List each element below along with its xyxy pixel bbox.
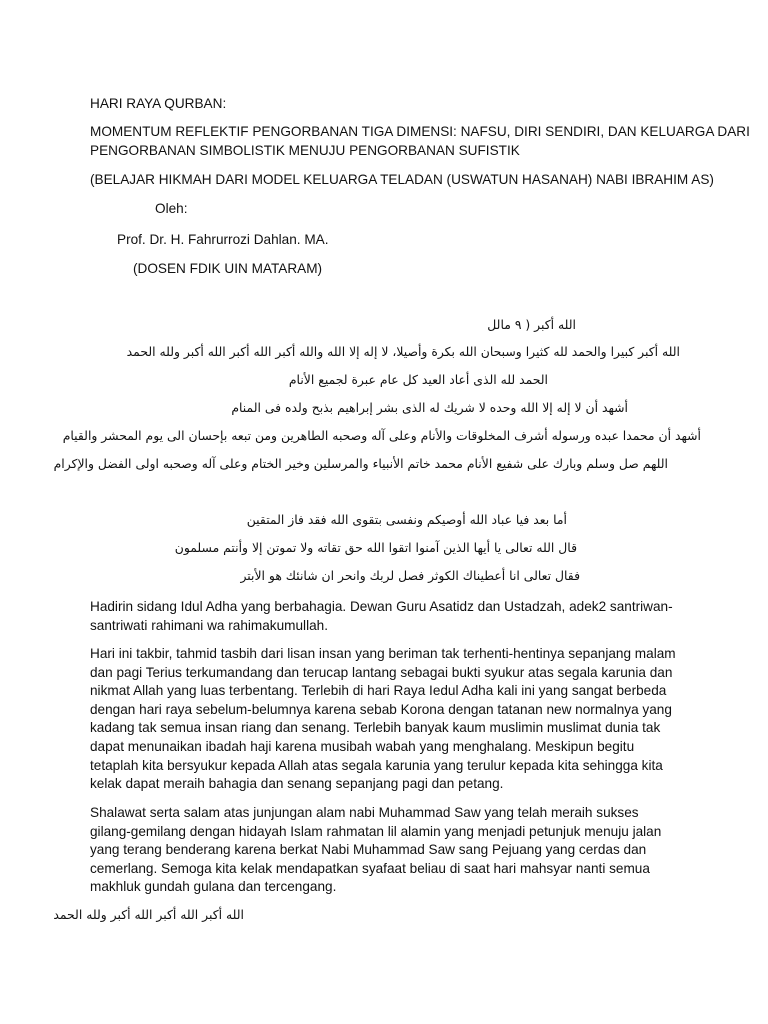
arabic-line-7 [0, 511, 567, 529]
arabic-line-1 [0, 316, 576, 334]
arabic-line-2 [80, 343, 680, 361]
event-heading: HARI RAYA QURBAN: [90, 96, 227, 111]
arabic-line-7-text: أما بعد فيا عباد الله أوصيكم ونفسى بتقوى الله فقد فاز المتقين [246, 512, 567, 527]
author-affiliation: (DOSEN FDIK UIN MATARAM) [133, 261, 323, 276]
paragraph-shalawat: Shalawat serta salam atas junjungan alam nabi Muhammad Saw yang telah meraih sukses gilang-gemilang dengan hidayah Islam rahmatan lil alamin yang menjadi petunjuk menuju jalan yang terang benderang karena berkat Nabi Muhammad Saw sang Pejuang yang cerdas dan cemerlang. Semoga kita kelak mendapatkan syafaat beliau di saat hari mahsyar nanti semua makhluk gundah gulana dan tercengang. [90, 805, 662, 895]
arabic-line-2-text: الله أكبر كبيرا والحمد لله كثيرا وسبحان الله بكرة وأصيلا، لا إله إلا الله والله أكبر الله أكبر الله أكبر ولله الحمد [126, 344, 680, 359]
arabic-line-3 [0, 371, 548, 389]
author-name: Prof. Dr. H. Fahrurrozi Dahlan. MA. [117, 232, 329, 247]
arabic-line-1-text: الله أكبر ( ٩ مالل [487, 317, 576, 332]
arabic-line-10-text: الله أكبر الله أكبر الله أكبر ولله الحمد [53, 907, 244, 922]
arabic-line-4-text: أشهد أن لا إله إلا الله وحده لا شريك له الذى بشر إبراهيم بذبح ولده فى المنام [231, 400, 628, 415]
arabic-line-8-text: قال الله تعالى يا أيها الذين آمنوا اتقوا الله حق تقاته ولا تموتن إلا وأنتم مسلمون [174, 540, 577, 555]
arabic-line-5-text: أشهد أن محمدا عبده ورسوله أشرف المخلوقات والأنام وعلى آله وصحبه الطاهرين ومن تبعه بإحسان الى يوم المحشر والقيام [62, 428, 701, 443]
arabic-line-10 [0, 906, 244, 924]
subtitle: (BELAJAR HIKMAH DARI MODEL KELUARGA TELADAN (USWATUN HASANAH) NABI IBRAHIM AS) [90, 172, 714, 187]
paragraph-greeting: Hadirin sidang Idul Adha yang berbahagia. Dewan Guru Asatidz dan Ustadzah, adek2 santriwan-santriwati rahimani wa rahimakumullah. [90, 599, 673, 633]
by-label: Oleh: [155, 201, 188, 216]
arabic-line-9-text: فقال تعالى انا أعطيناك الكوثر فصل لربك وانحر ان شانئك هو الأبتر [240, 568, 580, 583]
title-line-1: MOMENTUM REFLEKTIF PENGORBANAN TIGA DIMENSI: NAFSU, DIRI SENDIRI, DAN KELUARGA DARI [90, 124, 750, 139]
arabic-line-3-text: الحمد لله الذى أعاد العيد كل عام عبرة لجميع الأنام [288, 372, 548, 387]
arabic-line-6-text: اللهم صل وسلم وبارك على شفيع الأنام محمد خاتم الأنبياء والمرسلين وخير الختام وعلى آله وصحبه اولى الفضل والإكرام [53, 456, 668, 471]
arabic-line-5 [62, 427, 701, 445]
arabic-line-4 [28, 399, 628, 417]
paragraph-takbir: Hari ini takbir, tahmid tasbih dari lisan insan yang beriman tak terhenti-hentinya sepanjang malam dan pagi Terius terkumandang dan terucap lantang sebagai bukti syukur atas segala karunia dan nikmat Allah yang luas terbentang. Terlebih di hari Raya Iedul Adha kali ini yang sangat berbeda dengan hari raya sebelum-belumnya karena sebab Korona dengan tatanan new normalnya yang kadang tak semua insan riang dan senang. Terlebih banyak kaum muslimin muslimat dunia tak dapat menunaikan ibadah haji karena musibah wabah yang menghalang. Meskipun begitu tetaplah kita bersyukur kepada Allah atas segala karunia yang terulur kepada kita sehingga kita kelak dapat meraih bahagia dan senang sepanjang pagi dan petang. [90, 646, 676, 792]
arabic-line-6 [53, 455, 668, 473]
arabic-line-9 [0, 567, 580, 585]
arabic-line-8 [0, 539, 577, 557]
title-line-2: PENGORBANAN SIMBOLISTIK MENUJU PENGORBANAN SUFISTIK [90, 143, 520, 158]
